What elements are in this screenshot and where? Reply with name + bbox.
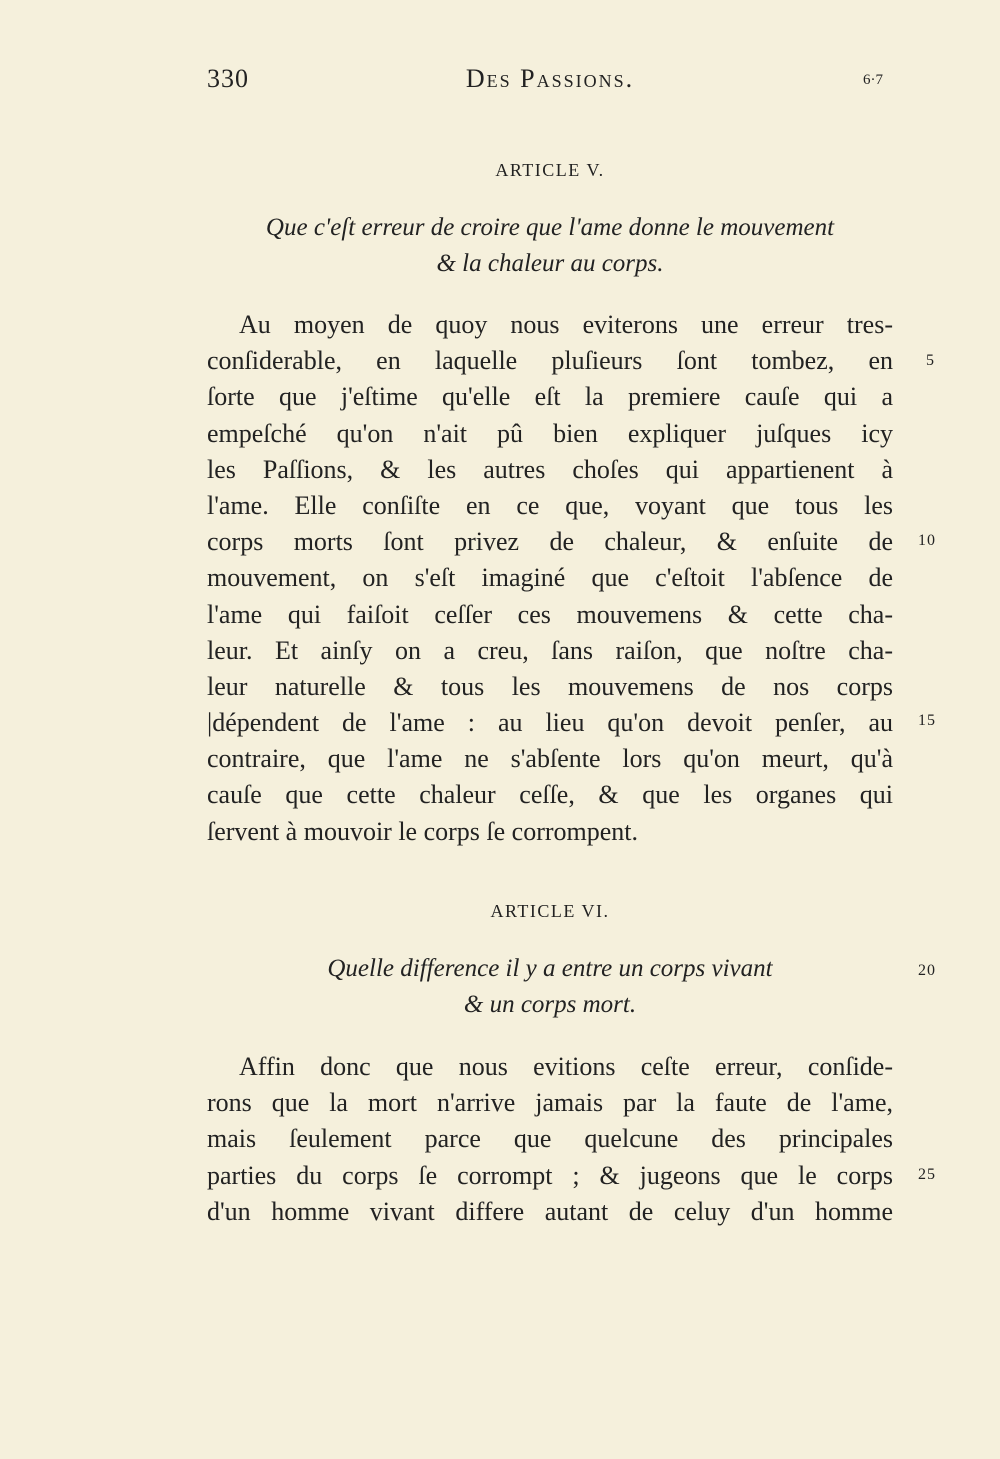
text-line: l'ame. Elle conſiſte en ce que, voyant que tous les (207, 490, 893, 520)
text-line: |dépendent de l'ame : au lieu qu'on devoit penſer, au (207, 708, 893, 738)
text-line: les Paſſions, & les autres choſes qui appartienent à (207, 454, 893, 484)
text-line: Au moyen de quoy nous eviterons une erreur tres- (239, 310, 893, 339)
text-line: mais ſeulement parce que quelcune des principales (207, 1124, 893, 1154)
margin-line-number: 15 (918, 712, 936, 729)
text-line: contraire, que l'ame ne s'abſente lors qu'on meurt, qu'à (207, 744, 893, 774)
margin-line-number: 25 (918, 1166, 936, 1183)
text-line: cauſe que cette chaleur ceſſe, & que les organes qui (207, 780, 893, 810)
text-line: ſervent à mouvoir le corps ſe corrompent. (207, 816, 639, 846)
article-vi-title-line: Quelle difference il y a entre un corps vivant (327, 955, 773, 982)
text-line: d'un homme vivant differe autant de celuy d'un homme (207, 1196, 893, 1226)
text-line: l'ame qui faiſoit ceſſer ces mouvemens & cette cha- (207, 599, 893, 629)
margin-line-number: 5 (926, 352, 935, 369)
text-line: parties du corps ſe corrompt ; & jugeons que le corps (207, 1160, 893, 1190)
text-line: leur. Et ainſy on a creu, ſans raiſon, que noſtre cha- (207, 635, 893, 665)
article-v-title-line: Que c'eſt erreur de croire que l'ame donne le mouvement (265, 214, 835, 241)
text-line: leur naturelle & tous les mouvemens de nos corps (207, 671, 893, 701)
article-vi-heading: ARTICLE VI. (490, 901, 610, 921)
text-line: conſiderable, en laquelle pluſieurs ſont tombez, en (207, 346, 893, 376)
margin-line-number: 20 (918, 962, 936, 979)
article-v-title-line: & la chaleur au corps. (436, 250, 664, 277)
article-v-paragraph (207, 307, 893, 850)
text-line: ſorte que j'eſtime qu'elle eſt la premiere cauſe qui a (207, 382, 893, 412)
article-v-title (207, 210, 893, 282)
text-line: Affin donc que nous evitions ceſte erreur, conſide- (239, 1052, 893, 1081)
article-vi-title-line: & un corps mort. (463, 991, 637, 1018)
text-line: empeſché qu'on n'ait pû bien expliquer juſques icy (207, 418, 893, 448)
text-line: mouvement, on s'eſt imaginé que c'eſtoit l'abſence de (207, 563, 893, 593)
margin-line-number: 10 (918, 532, 936, 549)
article-vi-title (207, 951, 893, 1023)
signature-mark: 6·7 (863, 72, 883, 88)
article-v-heading: ARTICLE V. (495, 160, 605, 180)
text-line: corps morts ſont privez de chaleur, & enſuite de (207, 527, 893, 557)
running-title: Des Passions. (465, 64, 635, 93)
page-number: 330 (207, 64, 249, 93)
page-header (207, 64, 893, 104)
text-line: rons que la mort n'arrive jamais par la faute de l'ame, (207, 1088, 893, 1118)
article-vi-paragraph (207, 1049, 893, 1230)
